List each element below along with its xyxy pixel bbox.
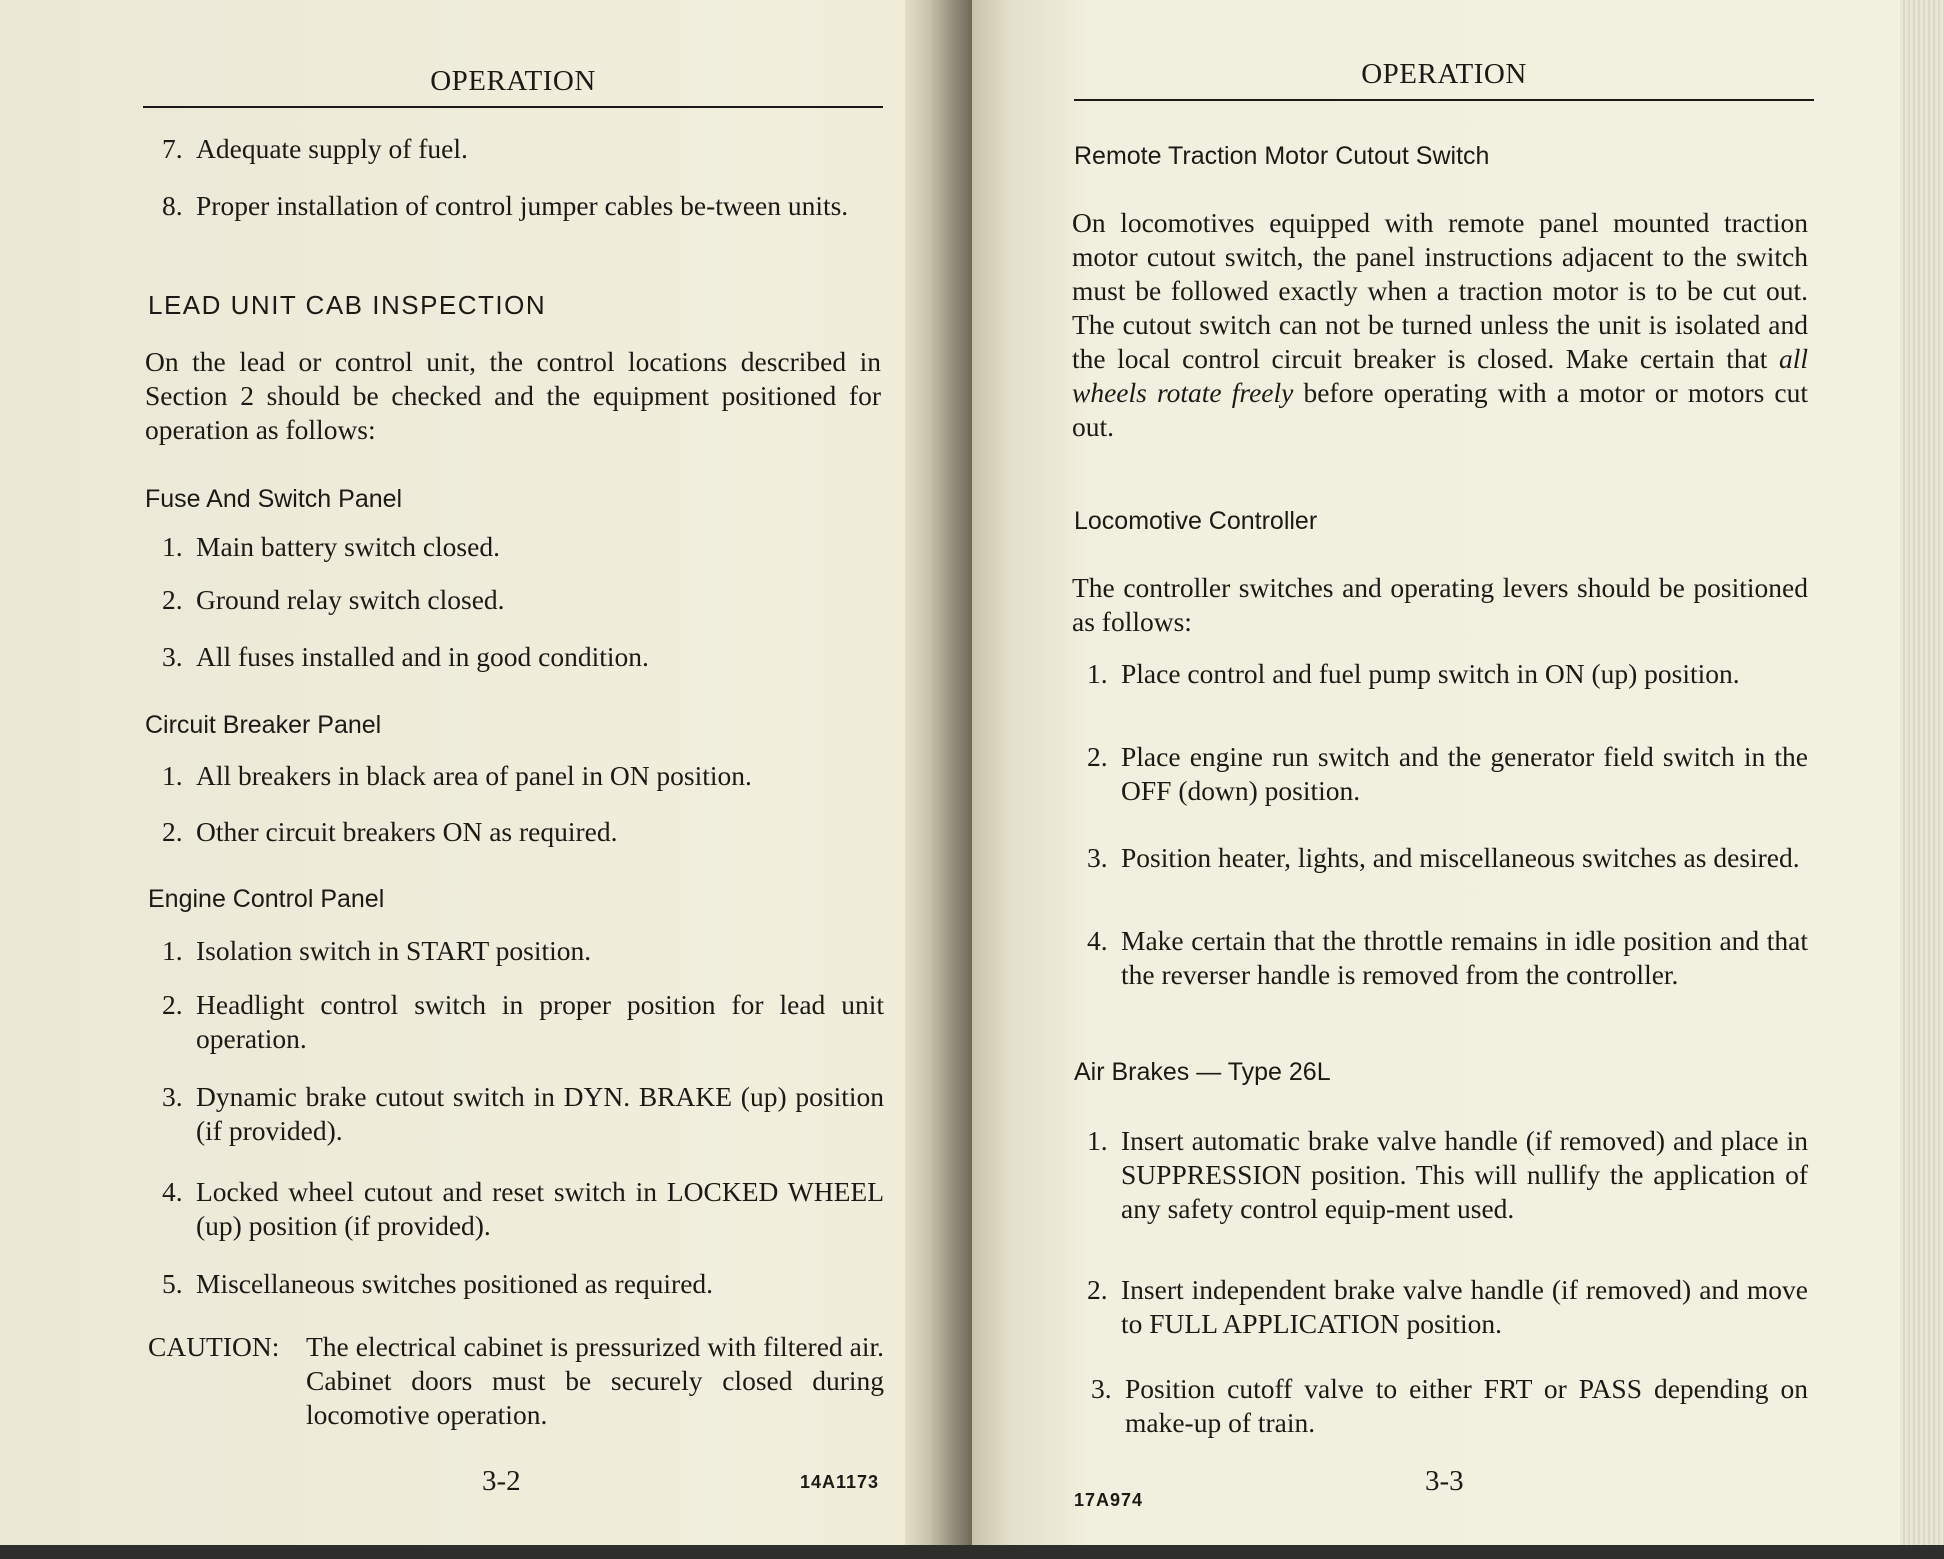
document-code: 14A1173 xyxy=(800,1472,880,1492)
subsection-title-controller: Locomotive Controller xyxy=(1074,507,1318,535)
item-text: Insert automatic brake valve handle (if removed) and place in SUPPRESSION position. This will nullify the application of any safety control equip-ment used. xyxy=(1121,1125,1808,1224)
caution-label: CAUTION: xyxy=(148,1331,280,1362)
right-page xyxy=(972,0,1900,1545)
item-text: All fuses installed and in good condition. xyxy=(196,641,649,672)
left-page xyxy=(0,0,905,1545)
item-number: 2. xyxy=(162,989,183,1020)
list-item xyxy=(1087,1273,1808,1341)
list-item xyxy=(1091,1372,1808,1440)
subsection-title-remote-traction: Remote Traction Motor Cutout Switch xyxy=(1074,142,1490,170)
list-item xyxy=(162,1080,884,1148)
item-number: 1. xyxy=(1087,658,1108,689)
list-item xyxy=(162,1267,884,1301)
item-text: Locked wheel cutout and reset switch in LOCKED WHEEL (up) position (if provided). xyxy=(196,1176,884,1241)
list-item xyxy=(1087,924,1808,992)
list-item xyxy=(162,988,884,1056)
page-number: 3-3 xyxy=(1425,1465,1464,1497)
item-text: Place engine run switch and the generator field switch in the OFF (down) position. xyxy=(1121,741,1808,806)
paragraph-text: before operating with a motor or motors cut out. xyxy=(1072,377,1809,442)
item-number: 3. xyxy=(162,641,183,672)
item-text: Make certain that the throttle remains in idle position and that the reverser handle is removed from the controller. xyxy=(1121,925,1808,990)
remote-traction-paragraph xyxy=(1072,206,1808,444)
item-text: Adequate supply of fuel. xyxy=(196,133,468,164)
page-header: OPERATION xyxy=(143,65,883,108)
item-number: 8. xyxy=(162,190,183,221)
item-number: 7. xyxy=(162,133,183,164)
item-text: Headlight control switch in proper position for lead unit operation. xyxy=(196,989,884,1054)
list-item xyxy=(1087,841,1808,875)
item-text: Main battery switch closed. xyxy=(196,531,500,562)
list-item xyxy=(162,530,884,564)
item-number: 5. xyxy=(162,1268,183,1299)
section-title: LEAD UNIT CAB INSPECTION xyxy=(148,290,547,320)
item-number: 1. xyxy=(162,935,183,966)
list-item xyxy=(162,583,884,617)
item-number: 2. xyxy=(1087,1274,1108,1305)
page-edges xyxy=(1900,0,1944,1545)
caution-text: The electrical cabinet is pressurized with filtered air. Cabinet doors must be securely closed during locomotive operation. xyxy=(306,1331,884,1430)
page-number: 3-2 xyxy=(482,1465,521,1497)
item-text: Dynamic brake cutout switch in DYN. BRAKE (up) position (if provided). xyxy=(196,1081,884,1146)
item-number: 2. xyxy=(162,816,183,847)
list-item xyxy=(162,640,884,674)
subsection-title-air-brakes: Air Brakes — Type 26L xyxy=(1074,1058,1331,1086)
item-text: Miscellaneous switches positioned as required. xyxy=(196,1268,714,1299)
list-item xyxy=(162,1175,884,1243)
emphasized-text: all wheels rotate freely xyxy=(1072,343,1809,408)
scan-bottom-edge xyxy=(0,1545,1944,1559)
document-code: 17A974 xyxy=(1074,1490,1144,1510)
subsection-title-breaker-panel: Circuit Breaker Panel xyxy=(145,711,382,739)
item-number: 1. xyxy=(162,760,183,791)
subsection-title-engine-panel: Engine Control Panel xyxy=(148,885,385,913)
item-text: Proper installation of control jumper cables be-tween units. xyxy=(196,190,849,221)
list-item xyxy=(162,132,884,166)
list-item xyxy=(162,759,884,793)
caution-note xyxy=(148,1330,884,1432)
item-number: 4. xyxy=(162,1176,183,1207)
list-item xyxy=(162,189,884,223)
controller-intro: The controller switches and operating levers should be positioned as follows: xyxy=(1072,572,1808,637)
item-text: Position heater, lights, and miscellaneous switches as desired. xyxy=(1121,842,1800,873)
item-text: Place control and fuel pump switch in ON (up) position. xyxy=(1121,658,1740,689)
list-item xyxy=(1087,740,1808,808)
page-header: OPERATION xyxy=(1074,58,1814,101)
intro-paragraph: On the lead or control unit, the control locations described in Section 2 should be checked and the equipment positioned for operation as follows: xyxy=(145,346,881,445)
item-number: 2. xyxy=(1087,741,1108,772)
item-text: Position cutoff valve to either FRT or PASS depending on make-up of train. xyxy=(1125,1373,1808,1438)
item-number: 1. xyxy=(1087,1125,1108,1156)
item-number: 1. xyxy=(162,531,183,562)
item-number: 3. xyxy=(162,1081,183,1112)
subsection-title-fuse-panel: Fuse And Switch Panel xyxy=(145,485,403,513)
list-item xyxy=(162,934,884,968)
item-number: 3. xyxy=(1091,1373,1112,1404)
book-gutter xyxy=(905,0,972,1545)
item-text: Isolation switch in START position. xyxy=(196,935,592,966)
item-text: Ground relay switch closed. xyxy=(196,584,505,615)
item-number: 2. xyxy=(162,584,183,615)
item-text: All breakers in black area of panel in ON position. xyxy=(196,760,752,791)
list-item xyxy=(1087,657,1808,691)
list-item xyxy=(162,815,884,849)
item-text: Other circuit breakers ON as required. xyxy=(196,816,618,847)
item-number: 4. xyxy=(1087,925,1108,956)
list-item xyxy=(1087,1124,1808,1226)
item-number: 3. xyxy=(1087,842,1108,873)
item-text: Insert independent brake valve handle (if removed) and move to FULL APPLICATION position. xyxy=(1121,1274,1808,1339)
paragraph-text: On locomotives equipped with remote panel mounted traction motor cutout switch, the panel instructions adjacent to the switch must be followed exactly when a traction motor is to be cut out. The cutout switch can not be turned unless the unit is isolated and the local control circuit breaker is closed. Make certain that xyxy=(1072,207,1808,374)
